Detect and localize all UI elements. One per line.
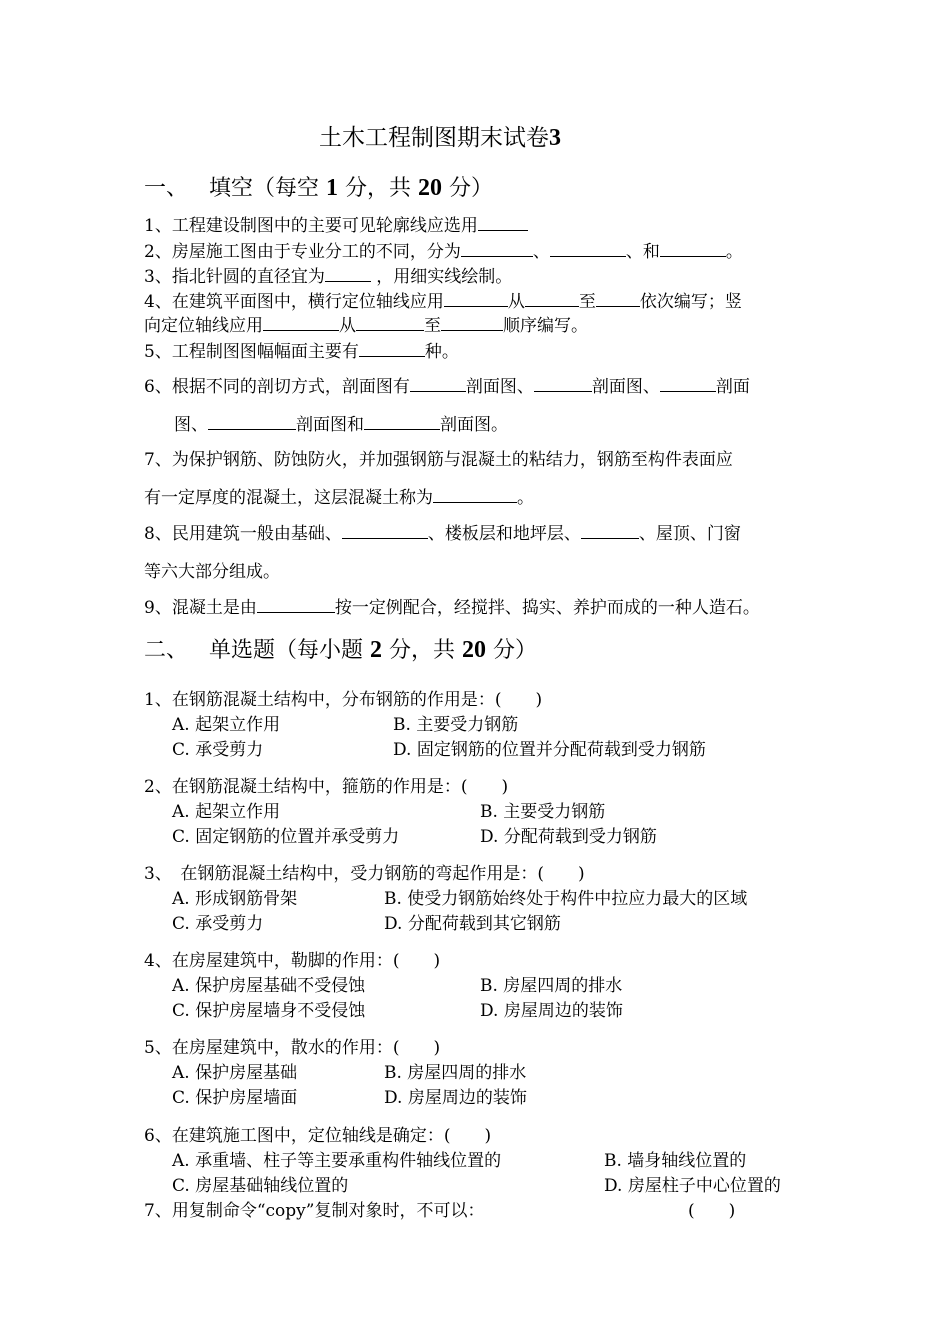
answer-blank[interactable] <box>550 240 626 257</box>
answer-blank[interactable] <box>478 214 528 231</box>
section-points: 2 <box>370 637 383 663</box>
fill-q9 <box>144 596 760 620</box>
text: 从 <box>507 292 525 312</box>
text: 6、根据不同的剖切方式，剖面图有 <box>144 377 410 397</box>
mc-q2-option-d[interactable]: D. 分配荷载到受力钢筋 <box>480 827 657 847</box>
answer-blank[interactable] <box>461 240 533 257</box>
section-label-end: 分） <box>449 176 494 201</box>
text: 图、 <box>174 415 208 435</box>
mc-q1-option-b[interactable]: B. 主要受力钢筋 <box>393 715 519 735</box>
section-points: 1 <box>326 175 339 201</box>
mc-q5-option-b[interactable]: B. 房屋四周的排水 <box>384 1063 527 1083</box>
text: 种。 <box>424 342 459 362</box>
text: 3、指北针圆的直径宜为 <box>144 267 325 287</box>
text: 。 <box>517 488 534 508</box>
section-label-end: 分） <box>493 638 538 663</box>
mc-q2-option-c[interactable]: C. 固定钢筋的位置并承受剪力 <box>172 827 400 847</box>
mc-q5-stem: 5、在房屋建筑中，散水的作用：( ) <box>144 1038 441 1058</box>
answer-blank[interactable] <box>444 290 508 307</box>
text: 1、工程建设制图中的主要可见轮廓线应选用 <box>144 216 478 236</box>
text: 、 <box>532 242 550 262</box>
mc-q3-stem: 3、 在钢筋混凝土结构中，受力钢筋的弯起作用是：( ) <box>144 864 585 884</box>
mc-q2-option-a[interactable]: A. 起架立作用 <box>172 802 281 822</box>
answer-blank[interactable] <box>534 375 592 392</box>
mc-q2-option-b[interactable]: B. 主要受力钢筋 <box>480 802 606 822</box>
text: 。 <box>725 242 743 262</box>
answer-blank[interactable] <box>325 265 371 282</box>
answer-blank[interactable] <box>581 522 639 539</box>
mc-q1-option-d[interactable]: D. 固定钢筋的位置并分配荷载到受力钢筋 <box>393 740 706 760</box>
answer-blank[interactable] <box>208 413 296 430</box>
mc-q4-option-c[interactable]: C. 保护房屋墙身不受侵蚀 <box>172 1001 366 1021</box>
answer-blank[interactable] <box>263 314 339 331</box>
text: 至 <box>578 292 596 312</box>
text: 剖面图、 <box>465 377 534 397</box>
fill-q7 <box>144 448 733 472</box>
answer-blank[interactable] <box>433 486 517 503</box>
text: 依次编写；竖 <box>639 292 742 312</box>
section-label-mid: 分，共 <box>389 638 456 663</box>
text: ，用细实线绘制。 <box>376 267 513 287</box>
fill-q4 <box>144 290 742 314</box>
mc-q5-option-d[interactable]: D. 房屋周边的装饰 <box>384 1088 527 1108</box>
answer-blank[interactable] <box>364 413 440 430</box>
title-number: 3 <box>549 125 561 151</box>
mc-q5-option-c[interactable]: C. 保护房屋墙面 <box>172 1088 298 1108</box>
fill-q8 <box>144 522 741 546</box>
mc-q3-option-b[interactable]: B. 使受力钢筋始终处于构件中拉应力最大的区域 <box>384 889 748 909</box>
mc-q3-option-c[interactable]: C. 承受剪力 <box>172 914 264 934</box>
answer-blank[interactable] <box>441 314 503 331</box>
fill-q4-cont <box>144 314 588 338</box>
text: 按一定例配合，经搅拌、捣实、养护而成的一种人造石。 <box>334 598 760 618</box>
answer-blank[interactable] <box>257 596 335 613</box>
text: 剖面图和 <box>296 415 364 435</box>
answer-blank[interactable] <box>342 522 428 539</box>
text: 剖面图、 <box>591 377 660 397</box>
mc-q1-stem: 1、在钢筋混凝土结构中，分布钢筋的作用是：( ) <box>144 690 543 710</box>
mc-q7-stem: 7、用复制命令“copy”复制对象时，不可以： <box>144 1201 485 1221</box>
answer-blank[interactable] <box>359 340 425 357</box>
mc-q3-option-d[interactable]: D. 分配荷载到其它钢筋 <box>384 914 561 934</box>
section-1-heading <box>144 171 493 202</box>
text: 剖面 <box>715 377 750 397</box>
text: 4、在建筑平面图中，横行定位轴线应用 <box>144 292 444 312</box>
mc-q2-stem: 2、在钢筋混凝土结构中，箍筋的作用是：( ) <box>144 777 509 797</box>
section-label-mid: 分，共 <box>345 176 412 201</box>
mc-q4-option-a[interactable]: A. 保护房屋基础不受侵蚀 <box>172 976 366 996</box>
text: 5、工程制图图幅幅面主要有 <box>144 342 359 362</box>
mc-q6-option-d[interactable]: D. 房屋柱子中心位置的 <box>604 1176 781 1196</box>
fill-q6 <box>144 375 750 399</box>
fill-q3 <box>144 265 512 289</box>
mc-q4-option-b[interactable]: B. 房屋四周的排水 <box>480 976 623 996</box>
answer-blank[interactable] <box>410 375 466 392</box>
page-title <box>0 119 880 152</box>
answer-blank[interactable] <box>596 290 640 307</box>
answer-blank[interactable] <box>660 375 716 392</box>
fill-q8-cont <box>144 560 280 584</box>
title-text: 土木工程制图期末试卷 <box>319 125 549 151</box>
section-2-heading <box>144 633 537 664</box>
text: 从 <box>339 316 356 336</box>
fill-q1 <box>144 214 528 238</box>
fill-q6-cont <box>174 413 508 437</box>
text: 、屋顶、门窗 <box>638 524 741 544</box>
section-label: 单选题（每小题 <box>209 638 364 663</box>
answer-blank[interactable] <box>660 240 726 257</box>
text: 等六大部分组成。 <box>144 562 280 582</box>
mc-q3-option-a[interactable]: A. 形成钢筋骨架 <box>172 889 298 909</box>
text: 有一定厚度的混凝土，这层混凝土称为 <box>144 488 433 508</box>
text: 至 <box>424 316 441 336</box>
mc-q6-option-c[interactable]: C. 房屋基础轴线位置的 <box>172 1176 349 1196</box>
text: 剖面图。 <box>440 415 508 435</box>
fill-q5 <box>144 340 459 364</box>
answer-blank[interactable] <box>356 314 424 331</box>
text: 7、为保护钢筋、防蚀防火，并加强钢筋与混凝土的粘结力，钢筋至构件表面应 <box>144 450 733 470</box>
text: 9、混凝土是由 <box>144 598 257 618</box>
section-label: 填空（每空 <box>209 176 320 201</box>
mc-q5-option-a[interactable]: A. 保护房屋基础 <box>172 1063 298 1083</box>
section-total: 20 <box>418 175 443 201</box>
section-index: 一、 <box>144 176 189 201</box>
text: 2、房屋施工图由于专业分工的不同，分为 <box>144 242 461 262</box>
text: 、和 <box>625 242 660 262</box>
mc-q4-stem: 4、在房屋建筑中，勒脚的作用：( ) <box>144 951 441 971</box>
fill-q2 <box>144 240 743 264</box>
section-index: 二、 <box>144 638 189 663</box>
fill-q7-cont <box>144 486 534 510</box>
mc-q1-option-c[interactable]: C. 承受剪力 <box>172 740 264 760</box>
section-total: 20 <box>462 637 487 663</box>
mc-q1-option-a[interactable]: A. 起架立作用 <box>172 715 281 735</box>
answer-blank[interactable] <box>525 290 579 307</box>
mc-q6-option-b[interactable]: B. 墙身轴线位置的 <box>604 1151 747 1171</box>
text: 、楼板层和地坪层、 <box>427 524 581 544</box>
mc-q6-option-a[interactable]: A. 承重墙、柱子等主要承重构件轴线位置的 <box>172 1151 502 1171</box>
mc-q6-stem: 6、在建筑施工图中，定位轴线是确定：( ) <box>144 1126 492 1146</box>
mc-q7-answer-paren[interactable]: ( ) <box>688 1201 736 1221</box>
text: 8、民用建筑一般由基础、 <box>144 524 342 544</box>
mc-q4-option-d[interactable]: D. 房屋周边的装饰 <box>480 1001 623 1021</box>
text: 向定位轴线应用 <box>144 316 263 336</box>
text: 顺序编写。 <box>503 316 588 336</box>
